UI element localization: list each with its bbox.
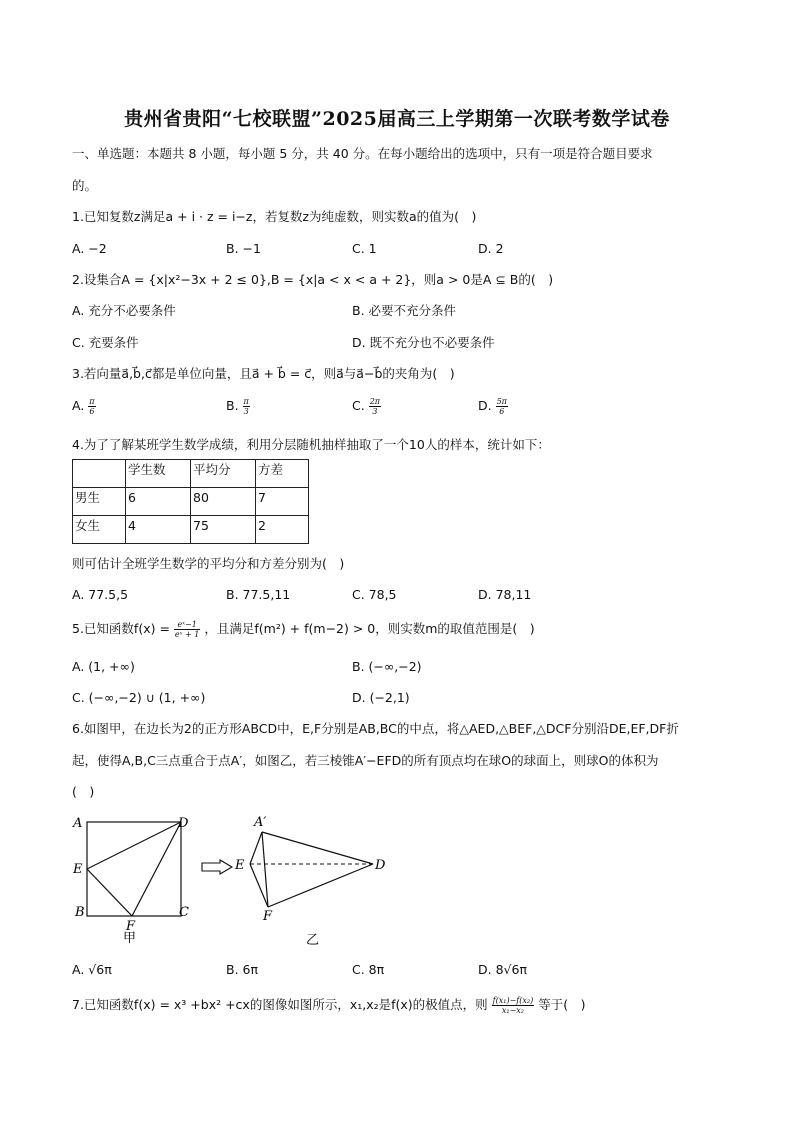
- q4-option-d: D. 78,11: [478, 587, 532, 602]
- label-a: A: [73, 816, 83, 831]
- q3-option-d: [478, 397, 508, 416]
- table-row: [73, 488, 309, 516]
- edge-a-e: [250, 832, 262, 864]
- q1-option-a: A. −2: [72, 241, 107, 256]
- q4-stem: 4.为了了解某班学生数学成绩，利用分层随机抽样抽取了一个10人的样本，统计如下：: [72, 437, 550, 452]
- q3-option-c-num: 2π: [369, 397, 381, 406]
- q6-option-c: C. 8π: [352, 962, 385, 977]
- q5-option-a: A. (1, +∞): [72, 659, 135, 674]
- q3-option-a-fraction: [88, 397, 95, 416]
- table-header-cell: 学生数: [126, 460, 191, 488]
- table-cell: 女生: [73, 516, 126, 544]
- q7-stem-pre: 7.已知函数f(x) = x³ +bx² +cx的图像如图所示，x₁,x₂是f(x)的极值点，则: [72, 997, 488, 1012]
- q7-stem: [72, 996, 585, 1015]
- q6-stem-line3: ( ): [72, 784, 95, 799]
- q3-option-b-letter: B.: [226, 398, 239, 413]
- table-cell: 男生: [73, 488, 126, 516]
- label-c: C: [179, 905, 189, 920]
- q5-frac-den: eˣ + 1: [174, 630, 200, 639]
- table-cell: 2: [256, 516, 309, 544]
- q6-stem-line2: 起，使得A,B,C三点重合于点A′，如图乙，若三棱锥A′−EFD的所有顶点均在球O的球面上，则球O的体积为: [72, 753, 659, 768]
- q3-option-a: [72, 397, 96, 416]
- q3-option-b-fraction: [243, 397, 250, 416]
- q2-option-a: A. 充分不必要条件: [72, 303, 176, 318]
- label-d: D: [375, 858, 386, 873]
- q1-stem: 1.已知复数z满足a + i · z = i−z，若复数z为纯虚数，则实数a的值为( ): [72, 209, 477, 224]
- q7-stem-post: 等于( ): [538, 997, 586, 1012]
- q3-option-d-num: 5π: [496, 397, 507, 406]
- q5-fraction: [174, 620, 200, 639]
- q4-stats-table: [72, 459, 309, 544]
- caption-yi: 乙: [306, 933, 320, 947]
- q5-frac-num: eˣ−1: [174, 620, 200, 630]
- square-abcd: [87, 822, 181, 916]
- q4-option-c: C. 78,5: [352, 587, 397, 602]
- label-f: F: [126, 919, 136, 934]
- q2-option-b: B. 必要不充分条件: [352, 303, 457, 318]
- segment-fd: [132, 822, 181, 916]
- edge-a-d: [262, 832, 373, 864]
- figure-jia: [70, 812, 200, 947]
- q2-option-d: D. 既不充分也不必要条件: [352, 335, 495, 350]
- q3-option-b-den: 3: [243, 407, 249, 416]
- table-cell: 4: [126, 516, 191, 544]
- table-header-row: [73, 460, 309, 488]
- section-heading-line1: 一、单选题：本题共 8 小题，每小题 5 分，共 40 分。在每小题给出的选项中，只有一项是符合题目要求: [72, 146, 653, 161]
- page-title: 贵州省贵阳“七校联盟”2025届高三上学期第一次联考数学试卷: [124, 108, 670, 130]
- label-d: D: [178, 816, 189, 831]
- table-cell: 75: [191, 516, 256, 544]
- q1-option-b: B. −1: [226, 241, 261, 256]
- q1-option-c: C. 1: [352, 241, 377, 256]
- q3-option-d-den: 6: [499, 407, 505, 416]
- q5-option-c: C. (−∞,−2) ∪ (1, +∞): [72, 690, 206, 705]
- q3-option-a-letter: A.: [72, 398, 85, 413]
- q2-stem: 2.设集合A = {x|x²−3x + 2 ≤ 0},B = {x|a < x < a + 2}，则a > 0是A ⊆ B的( ): [72, 272, 554, 287]
- q5-stem-pre: 5.已知函数f(x) =: [72, 621, 170, 636]
- q5-option-b: B. (−∞,−2): [352, 659, 422, 674]
- q2-option-c: C. 充要条件: [72, 335, 139, 350]
- q7-frac-den: x₁−x₂: [501, 1006, 524, 1015]
- q3-option-c-den: 3: [372, 407, 378, 416]
- q7-frac-num: f(x₁)−f(x₂): [492, 996, 534, 1005]
- q6-option-d: D. 8√6π: [478, 962, 527, 977]
- table-header-cell: [73, 460, 126, 488]
- label-e: E: [235, 858, 245, 873]
- label-e: E: [73, 862, 83, 877]
- q5-stem: [72, 620, 535, 639]
- q6-option-a: A. √6π: [72, 962, 112, 977]
- q4-option-a: A. 77.5,5: [72, 587, 129, 602]
- q3-option-d-fraction: [496, 397, 508, 416]
- segment-ed: [87, 822, 181, 869]
- label-a-prime: A′: [254, 815, 267, 830]
- segment-ef: [87, 869, 132, 916]
- q3-option-a-den: 6: [89, 407, 95, 416]
- q1-option-d: D. 2: [478, 241, 504, 256]
- q4-option-b: B. 77.5,11: [226, 587, 291, 602]
- q4-tail: 则可估计全班学生数学的平均分和方差分别为( ): [72, 556, 345, 571]
- q5-option-d: D. (−2,1): [352, 690, 410, 705]
- label-b: B: [75, 905, 85, 920]
- edge-f-d: [268, 864, 373, 907]
- q3-option-c-fraction: [369, 397, 381, 416]
- table-header-cell: 方差: [256, 460, 309, 488]
- label-f: F: [263, 909, 273, 924]
- table-row: [73, 516, 309, 544]
- q3-option-b-num: π: [243, 397, 249, 406]
- q5-stem-post: ，且满足f(m²) + f(m−2) > 0，则实数m的取值范围是( ): [204, 621, 535, 636]
- q3-option-c-letter: C.: [352, 398, 365, 413]
- figure-yi: [230, 812, 390, 947]
- q3-option-a-num: π: [89, 397, 95, 406]
- q6-stem-line1: 6.如图甲，在边长为2的正方形ABCD中，E,F分别是AB,BC的中点，将△AED,△BEF,△DCF分别沿DE,EF,DF折: [72, 721, 679, 736]
- table-cell: 80: [191, 488, 256, 516]
- q3-option-c: [352, 397, 381, 416]
- section-heading-line2: 的。: [72, 178, 98, 193]
- q3-option-d-letter: D.: [478, 398, 492, 413]
- table-header-cell: 平均分: [191, 460, 256, 488]
- table-cell: 7: [256, 488, 309, 516]
- q3-stem: 3.若向量a⃗,b⃗,c⃗都是单位向量，且a⃗ + b⃗ = c⃗，则a⃗与a⃗−b⃗的夹角为( ): [72, 366, 455, 381]
- table-cell: 6: [126, 488, 191, 516]
- q3-option-b: [226, 397, 250, 416]
- q6-option-b: B. 6π: [226, 962, 259, 977]
- caption-jia: 甲: [123, 931, 137, 946]
- q7-fraction: [492, 996, 535, 1015]
